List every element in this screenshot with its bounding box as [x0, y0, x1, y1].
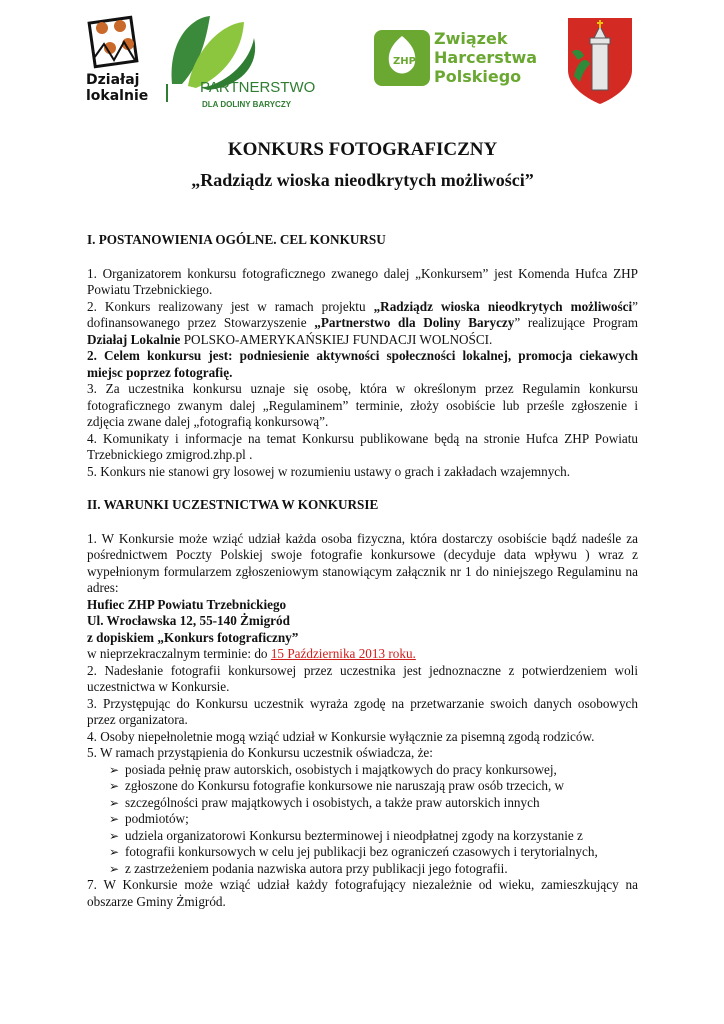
paragraph: 7. W Konkursie może wziąć udział każdy fotografujący niezależnie od wieku, zamieszkujący na obszarze Gminy Żmigród. [87, 877, 638, 909]
section-heading: I. POSTANOWIENIA OGÓLNE. CEL KONKURSU [87, 232, 386, 247]
address-line: Hufiec ZHP Powiatu Trzebnickiego [87, 596, 287, 612]
zhp-logo [372, 26, 542, 88]
document-body [87, 138, 638, 910]
svg-text:PARTNERSTWO: PARTNERSTWO [200, 79, 316, 96]
declaration-list [87, 762, 638, 878]
svg-text:DLA DOLINY BARYCZY: DLA DOLINY BARYCZY [202, 100, 292, 109]
list-item: ➢ z zastrzeżeniem podania nazwiska autora przy publikacji jego fotografii. [109, 861, 638, 878]
paragraph: 4. Osoby niepełnoletnie mogą wziąć udział w Konkursie wyłącznie za pisemną zgodą rodziców. [87, 728, 595, 744]
svg-text:Związek: Związek [434, 29, 508, 48]
dzialaj-lokalnie-logo [84, 14, 154, 104]
list-item: ➢ udziela organizatorowi Konkursu bezterminowej i nieodpłatnej zgody na korzystanie z [109, 828, 638, 845]
svg-text:Polskiego: Polskiego [434, 67, 522, 86]
paragraph: 5. Konkurs nie stanowi gry losowej w rozumieniu ustawy o grach i zakładach wzajemnych. [87, 463, 571, 479]
svg-text:Harcerstwa: Harcerstwa [434, 48, 538, 67]
svg-text:lokalnie: lokalnie [86, 88, 149, 104]
list-item: ➢ fotografii konkursowych w celu jej publikacji bez ograniczeń czasowych i terytorialnych, [109, 844, 638, 861]
deadline-date: 15 Października 2013 roku. [270, 646, 416, 661]
paragraph: 2. Nadesłanie fotografii konkursowej przez uczestnika jest jednoznaczne z potwierdzeniem woli uczestnictwa w Konkursie. [87, 662, 638, 694]
list-item: ➢ zgłoszone do Konkursu fotografie konkursowe nie naruszają praw osób trzecich, w [109, 778, 638, 795]
section-heading: II. WARUNKI UCZESTNICTWA W KONKURSIE [87, 497, 379, 512]
paragraph: 2. Konkurs realizowany jest w ramach projektu „Radziądz wioska nieodkrytych możliwości” dofinansowanego przez Stowarzyszenie „Partnerstwo dla Doliny Baryczy” realizujące Program Działaj Lokalnie POLSKO-AMERYKAŃSKIEJ FUNDACJI WOLNOŚCI. [87, 298, 638, 347]
paragraph: 1. Organizatorem konkursu fotograficznego zwanego dalej „Konkursem” jest Komenda Hufca ZHP Powiatu Trzebnickiego. [87, 265, 638, 297]
paragraph: 3. Za uczestnika konkursu uznaje się osobę, która w określonym przez Regulamin konkursu fotograficznego zwanym dalej „Regulaminem” terminie, złoży osobiście lub prześle zgłoszenie i zdjęcia zwane dalej „fotografią konkursową”. [87, 381, 638, 429]
list-item: ➢ podmiotów; [109, 811, 638, 828]
document-title: KONKURS FOTOGRAFICZNY [227, 139, 498, 160]
svg-text:Działaj: Działaj [86, 72, 140, 88]
paragraph: 3. Przystępując do Konkursu uczestnik wyraża zgodę na przetwarzanie swoich danych osobowych przez organizatora. [87, 695, 638, 727]
partnerstwo-logo [160, 12, 325, 112]
document-subtitle: „Radziądz wioska nieodkrytych możliwości” [191, 170, 534, 190]
deadline-line: w nieprzekraczalnym terminie: do 15 Października 2013 roku. [87, 646, 416, 661]
list-item: ➢ szczególności praw majątkowych i osobistych, a także praw autorskich innych [109, 795, 638, 812]
paragraph: 5. W ramach przystąpienia do Konkursu uczestnik oświadcza, że: [87, 745, 433, 760]
address-line: z dopiskiem „Konkurs fotograficzny” [87, 629, 299, 645]
address-line: Ul. Wrocławska 12, 55-140 Żmigród [87, 613, 290, 628]
paragraph: 2. Celem konkursu jest: podniesienie aktywności społeczności lokalnej, promocja ciekawych miejsc poprzez fotografię. [87, 348, 638, 380]
paragraph: 1. W Konkursie może wziąć udział każda osoba fizyczna, która dostarczy osobiście bądź nadeśle za pośrednictwem Poczty Polskiej swoje fotografie konkursowe (decyduje data wpływu ) wraz z wypełnionym formularzem zgłoszeniowym stanowiącym załącznik nr 1 do niniejszego Regulaminu na adres: [87, 530, 638, 595]
list-item: ➢ posiada pełnię praw autorskich, osobistych i majątkowych do pracy konkursowej, [109, 762, 638, 779]
svg-text:ZHP: ZHP [393, 56, 416, 67]
logo-bar [0, 12, 724, 112]
coat-of-arms-icon [566, 16, 634, 106]
paragraph: 4. Komunikaty i informacje na temat Konkursu publikowane będą na stronie Hufca ZHP Powiatu Trzebnickiego zmigrod.zhp.pl . [87, 430, 638, 462]
